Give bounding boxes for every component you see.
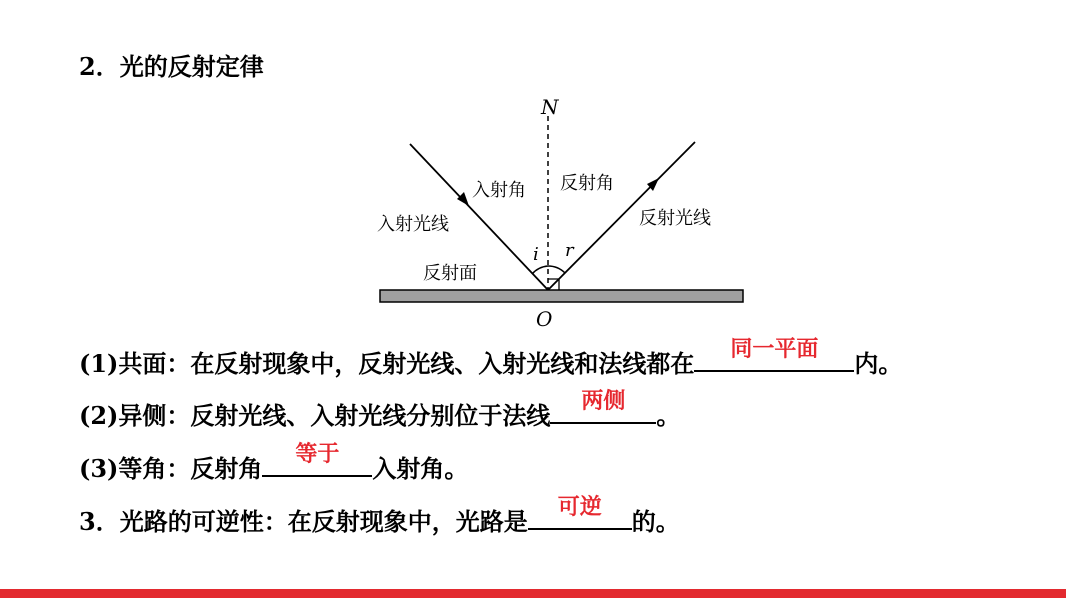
rule-text: 3．光路的可逆性：在反射现象中，光路是 bbox=[79, 507, 528, 536]
point-o-label: O bbox=[536, 307, 553, 331]
rule-equal-angles bbox=[79, 442, 469, 484]
rule-text-end: 内。 bbox=[854, 349, 903, 378]
angle-r-label: r bbox=[565, 240, 574, 261]
incident-angle-label: 入射角 bbox=[472, 180, 526, 201]
answer-text: 两侧 bbox=[581, 389, 626, 414]
answer-text: 等于 bbox=[295, 442, 340, 467]
incident-arrow-icon bbox=[457, 192, 469, 206]
rule-text: (3)等角：反射角 bbox=[79, 454, 263, 483]
reflected-ray-label: 反射光线 bbox=[639, 208, 711, 229]
reflect-angle-arc bbox=[548, 266, 565, 273]
rule-text: (1)共面：在反射现象中，反射光线、入射光线和法线都在 bbox=[79, 349, 695, 378]
answer-text: 可逆 bbox=[557, 495, 602, 520]
incident-angle-arc bbox=[532, 266, 548, 274]
answer-text: 同一平面 bbox=[730, 337, 819, 362]
section-heading: 2．光的反射定律 bbox=[79, 52, 264, 81]
answer-blank bbox=[528, 495, 632, 530]
reflect-angle-label: 反射角 bbox=[560, 173, 614, 194]
normal-label: N bbox=[541, 95, 559, 119]
rule-text-end: 。 bbox=[656, 401, 681, 430]
rule-text-end: 的。 bbox=[631, 507, 680, 536]
answer-blank bbox=[694, 337, 854, 372]
rule-coplanar bbox=[79, 337, 903, 379]
angle-i-label: i bbox=[533, 244, 539, 265]
rule-text: (2)异侧：反射光线、入射光线分别位于法线 bbox=[79, 401, 551, 430]
surface-label: 反射面 bbox=[423, 263, 477, 284]
reflection-diagram bbox=[360, 88, 760, 338]
reflecting-surface bbox=[380, 290, 743, 302]
footer-bar bbox=[0, 589, 1066, 598]
rule-reversibility bbox=[79, 495, 680, 537]
rule-opposite-sides bbox=[79, 389, 681, 431]
answer-blank bbox=[262, 442, 372, 477]
rule-text-end: 入射角。 bbox=[372, 454, 469, 483]
answer-blank bbox=[550, 389, 656, 424]
incident-ray-label: 入射光线 bbox=[377, 214, 449, 235]
